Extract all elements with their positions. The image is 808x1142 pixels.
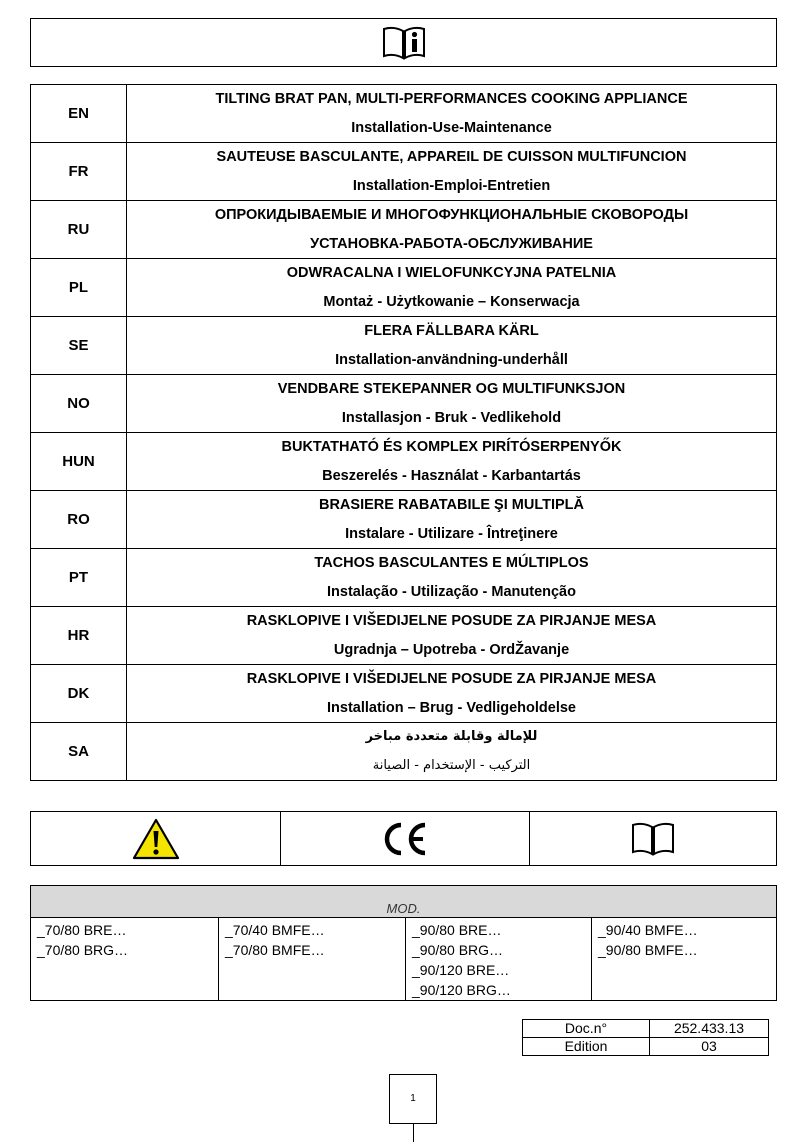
edition-label: Edition [523,1038,650,1056]
language-code: FR [31,143,127,201]
language-title: BRASIERE RABATABILE ŞI MULTIPLĂ [318,497,585,513]
language-row [31,375,777,433]
language-code: NO [31,375,127,433]
language-description [127,375,777,433]
model-item: _90/80 BRG… [412,942,504,958]
model-item: _90/40 BMFE… [598,922,698,938]
language-subtitle: Instalação - Utilização - Manutenção [327,584,576,600]
language-row [31,259,777,317]
language-row [31,317,777,375]
language-subtitle: التركيب - الإستخدام - الصيانة [372,758,531,773]
model-item: _90/80 BRE… [412,922,502,938]
models-column-2 [218,918,405,1000]
page-number: 1 [389,1074,437,1124]
language-row [31,85,777,143]
language-title: FLERA FÄLLBARA KÄRL [364,323,539,339]
language-code: DK [31,665,127,723]
language-subtitle: Ugradnja – Upotreba - OrdŽavanje [333,642,570,658]
models-column-3 [405,918,591,1000]
model-item: _70/80 BRE… [37,922,127,938]
language-subtitle: Installation-Emploi-Entretien [352,178,551,194]
language-code: HUN [31,433,127,491]
edition-value: 03 [650,1038,769,1056]
model-item: _90/120 BRG… [412,982,511,998]
manual-cell [529,812,776,865]
language-title: VENDBARE STEKEPANNER OG MULTIFUNKSJON [277,381,626,397]
language-description [127,201,777,259]
language-description [127,85,777,143]
language-row [31,143,777,201]
language-title: للإمالة وقابلة متعددة مباخر [365,729,538,744]
warning-cell [31,812,280,865]
language-description [127,491,777,549]
language-description [127,607,777,665]
language-code: SA [31,723,127,781]
open-book-icon [630,821,676,857]
language-code: SE [31,317,127,375]
language-description [127,433,777,491]
document-info-table [522,1019,769,1056]
language-title: RASKLOPIVE I VIŠEDIJELNE POSUDE ZA PIRJANJE MESA [246,613,657,629]
language-row [31,607,777,665]
language-subtitle: Installation – Brug - Vedligeholdelse [327,700,576,716]
language-subtitle: Montaż - Użytkowanie – Konserwacja [323,294,580,310]
doc-number-value: 252.433.13 [650,1020,769,1038]
language-row [31,491,777,549]
doc-number-label: Doc.n° [523,1020,650,1038]
language-code: RU [31,201,127,259]
language-row [31,723,777,781]
ce-cell [280,812,529,865]
language-row [31,201,777,259]
language-description [127,143,777,201]
language-subtitle: Installation-användning-underhåll [335,352,568,368]
language-description [127,549,777,607]
models-column-1 [31,918,218,1000]
language-title: ODWRACALNA I WIELOFUNKCYJNA PATELNIA [286,265,617,281]
model-item: _90/80 BMFE… [598,942,698,958]
language-subtitle: Installasjon - Bruk - Vedlikehold [341,410,562,426]
language-description [127,317,777,375]
page-divider-line [413,1124,414,1142]
language-title: SAUTEUSE BASCULANTE, APPAREIL DE CUISSON MULTIFUNCION [216,149,687,165]
language-subtitle: Instalare - Utilizare - Întreţinere [345,526,558,542]
manual-info-icon [381,25,427,61]
model-item: _90/120 BRE… [412,962,510,978]
language-description [127,665,777,723]
model-item: _70/40 BMFE… [225,922,325,938]
models-column-4 [591,918,776,1000]
language-title: ОПРОКИДЫВАЕМЫЕ И МНОГОФУНКЦИОНАЛЬНЫЕ СКОВОРОДЫ [214,207,689,223]
model-item: _70/80 BMFE… [225,942,325,958]
language-title: TILTING BRAT PAN, MULTI-PERFORMANCES COOKING APPLIANCE [215,91,688,107]
model-item: _70/80 BRG… [37,942,129,958]
ce-mark-icon [381,821,429,857]
models-header: MOD. [31,886,776,918]
language-title: BUKTATHATÓ ÉS KOMPLEX PIRÍTÓSERPENYŐK [281,439,622,455]
language-title: TACHOS BASCULANTES E MÚLTIPLOS [314,555,589,571]
language-code: HR [31,607,127,665]
language-code: RO [31,491,127,549]
language-code: PT [31,549,127,607]
language-code: PL [31,259,127,317]
info-manual-box [30,18,777,67]
language-row [31,549,777,607]
symbols-row [30,811,777,866]
language-title: RASKLOPIVE I VIŠEDIJELNE POSUDE ZA PIRJANJE MESA [246,671,657,687]
models-table [30,885,777,1001]
language-table [30,84,777,781]
models-body [31,918,776,1000]
language-description [127,723,777,781]
language-row [31,433,777,491]
language-description [127,259,777,317]
warning-icon [132,818,180,860]
language-code: EN [31,85,127,143]
language-subtitle: УСТАНОВКА-РАБОТА-ОБСЛУЖИВАНИЕ [310,236,593,252]
language-subtitle: Beszerelés - Használat - Karbantartás [322,468,581,484]
language-row [31,665,777,723]
language-subtitle: Installation-Use-Maintenance [351,120,552,136]
